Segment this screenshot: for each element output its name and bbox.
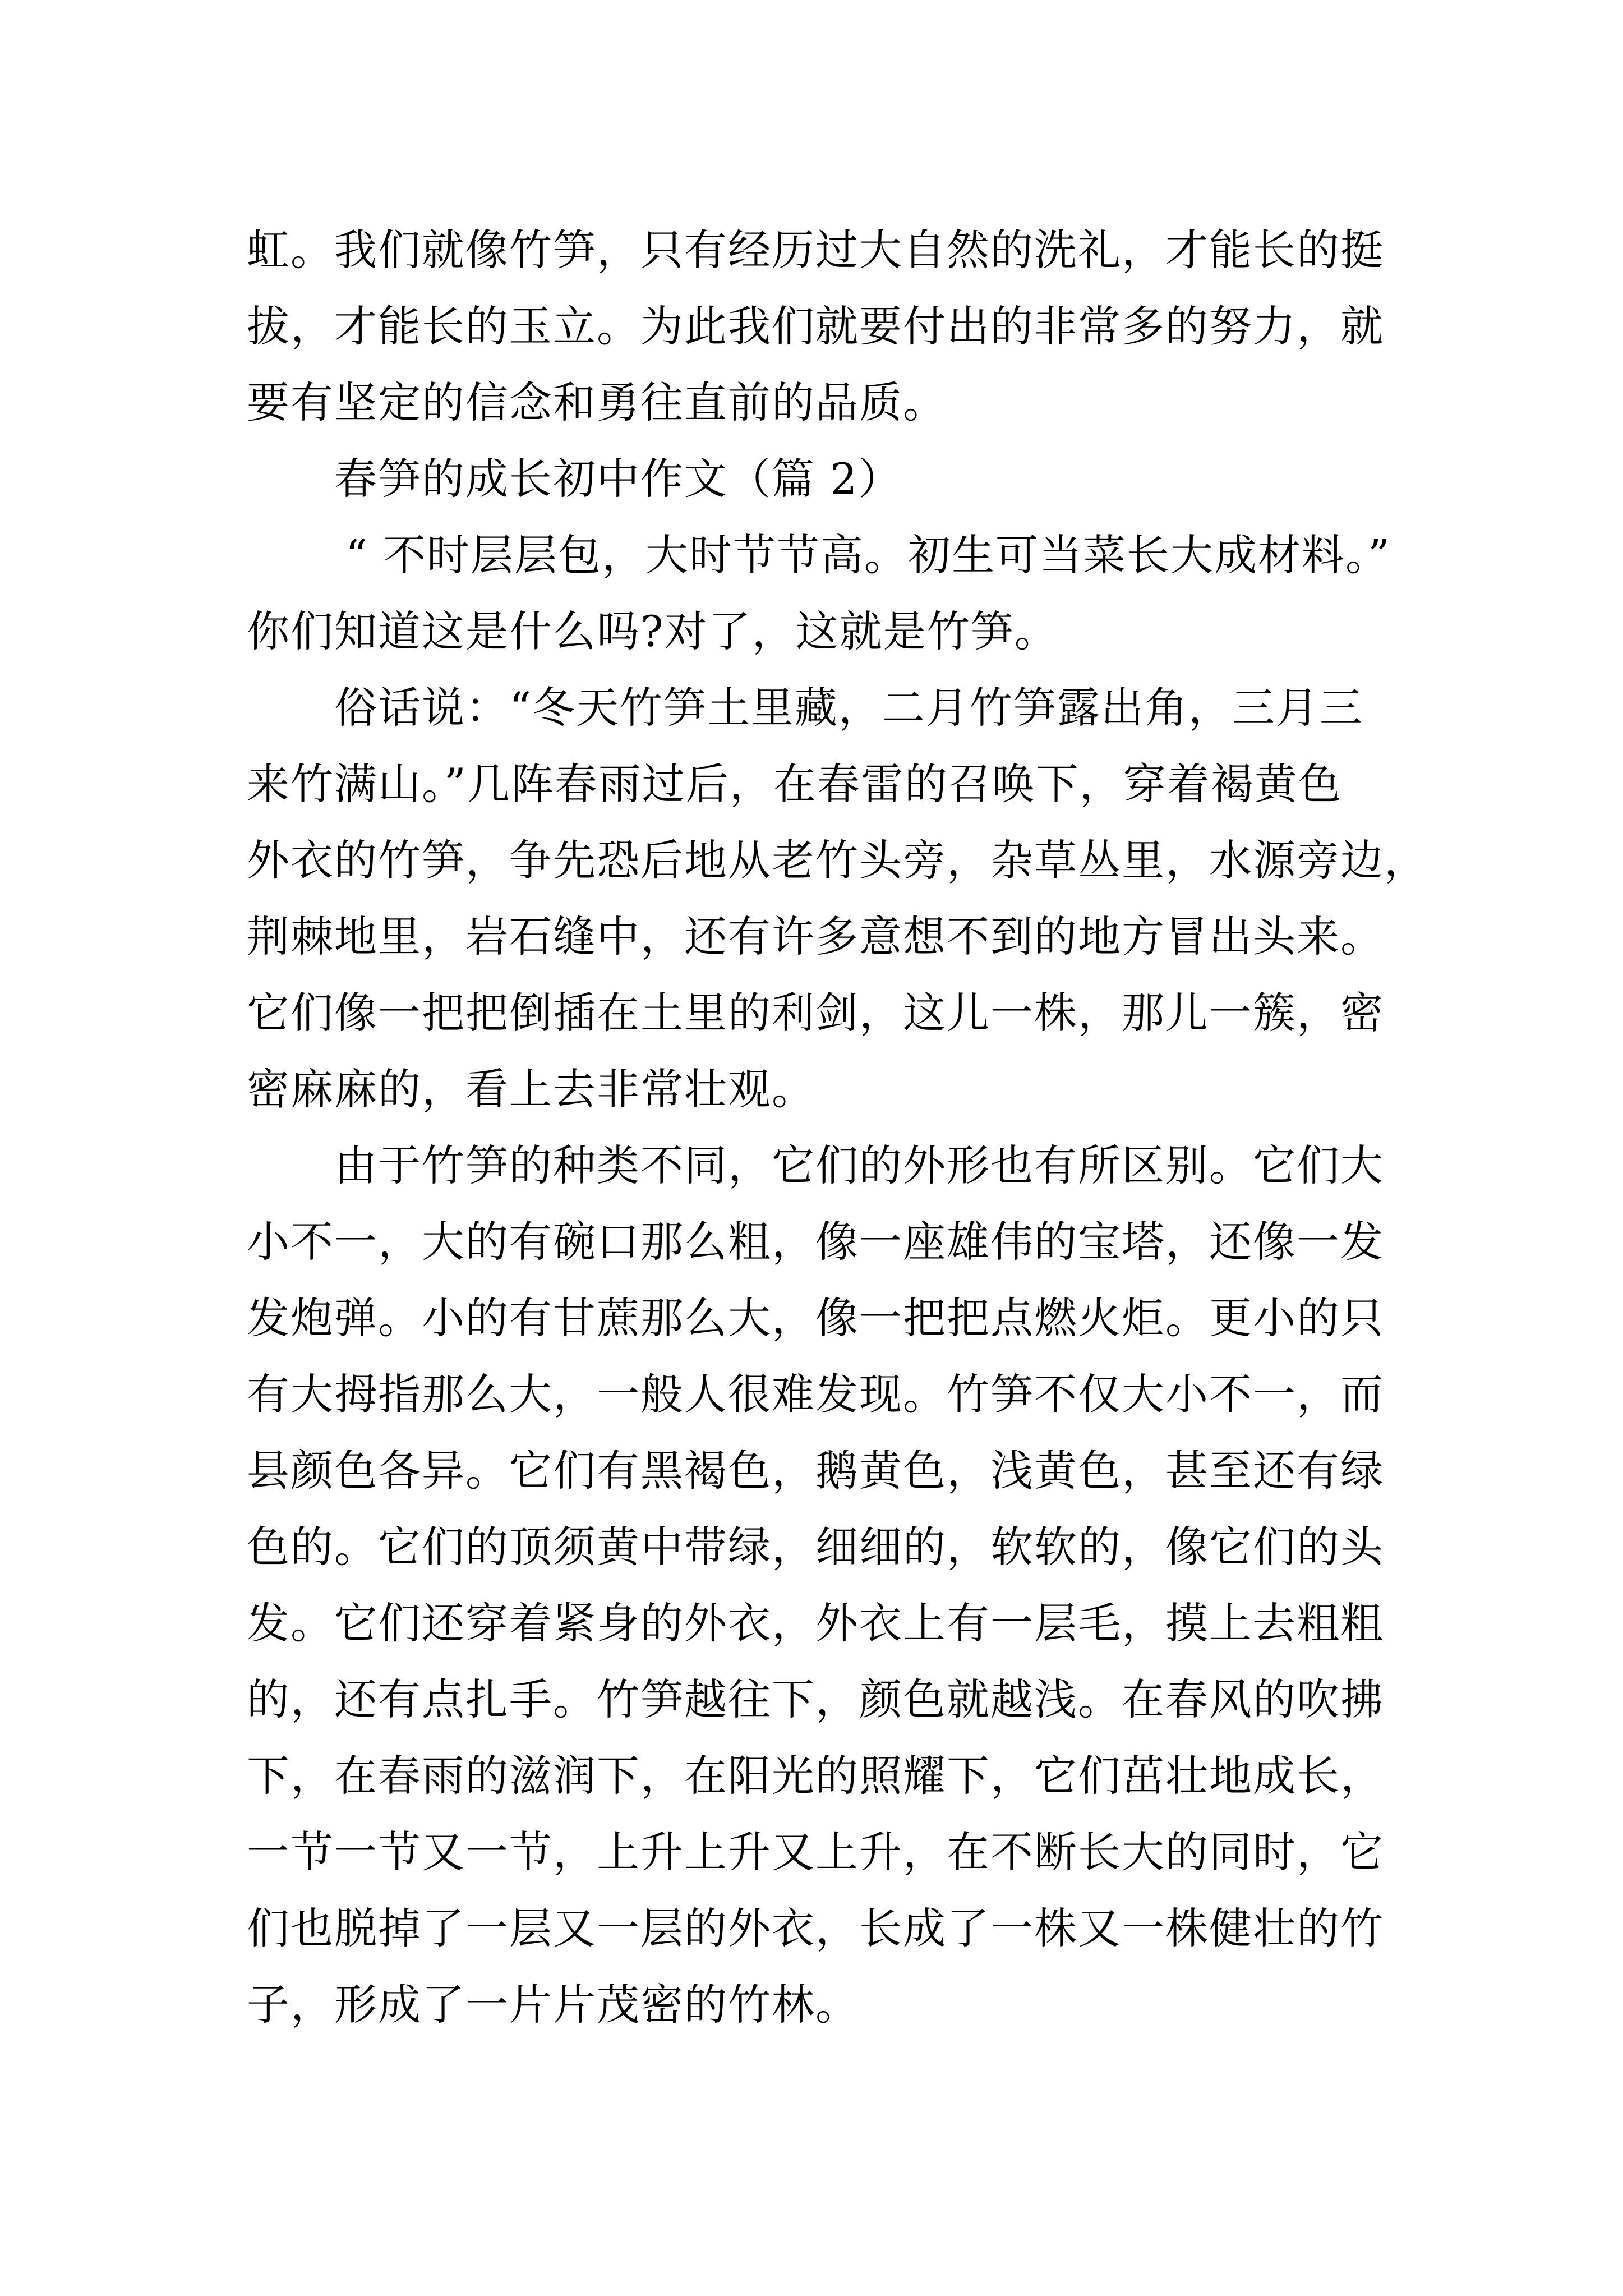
- paragraph-line: 发。它们还穿着紧身的外衣，外衣上有一层毛，摸上去粗粗: [247, 1598, 1384, 1648]
- paragraph-line: 密麻麻的，看上去非常壮观。: [247, 1064, 815, 1114]
- paragraph-line: 拔，才能长的玉立。为此我们就要付出的非常多的努力，就: [247, 301, 1384, 351]
- paragraph-line: 的，还有点扎手。竹笋越往下，颜色就越浅。在春风的吹拂: [247, 1674, 1384, 1724]
- section-heading: 春笋的成长初中作文（篇 2）: [334, 454, 902, 504]
- paragraph-line: 来竹满山。”几阵春雨过后，在春雷的召唤下，穿着褐黄色: [247, 759, 1342, 809]
- paragraph-line: 由于竹笋的种类不同，它们的外形也有所区别。它们大: [334, 1140, 1384, 1190]
- paragraph-line: 荆棘地里，岩石缝中，还有许多意想不到的地方冒出头来。: [247, 912, 1384, 961]
- body-text: [247, 212, 1428, 2043]
- paragraph-line: 发炮弹。小的有甘蔗那么大，像一把把点燃火炬。更小的只: [247, 1293, 1384, 1343]
- paragraph-line: 俗话说：“冬天竹笋土里藏，二月竹笋露出角，三月三: [334, 683, 1363, 733]
- paragraph-line: 有大拇指那么大，一般人很难发现。竹笋不仅大小不一，而: [247, 1369, 1384, 1419]
- paragraph-line: “ 不时层层包，大时节节高。初生可当菜长大成材料。”: [345, 530, 1391, 580]
- paragraph-line: 色的。它们的顶须黄中带绿，细细的，软软的，像它们的头: [247, 1522, 1384, 1572]
- paragraph-line: 下，在春雨的滋润下，在阳光的照耀下，它们茁壮地成长，: [247, 1751, 1384, 1801]
- paragraph-line: 小不一，大的有碗口那么粗，像一座雄伟的宝塔，还像一发: [247, 1217, 1384, 1267]
- paragraph-line: 县颜色各异。它们有黑褐色，鹅黄色，浅黄色，甚至还有绿: [247, 1446, 1384, 1496]
- paragraph-line: 们也脱掉了一层又一层的外衣，长成了一株又一株健壮的竹: [247, 1903, 1384, 1953]
- paragraph-line: 要有坚定的信念和勇往直前的品质。: [247, 378, 947, 427]
- paragraph-line: 一节一节又一节，上升上升又上升，在不断长大的同时，它: [247, 1827, 1384, 1877]
- paragraph-line: 子，形成了一片片茂密的竹林。: [247, 1980, 859, 2030]
- paragraph-line: 虹。我们就像竹笋，只有经历过大自然的洗礼，才能长的挺: [247, 225, 1384, 275]
- paragraph-line: 外衣的竹笋，争先恐后地从老竹头旁，杂草丛里，水源旁边，: [247, 835, 1428, 885]
- paragraph-line: 它们像一把把倒插在土里的利剑，这儿一株，那儿一簇，密: [247, 988, 1384, 1038]
- paragraph-line: 你们知道这是什么吗?对了，这就是竹笋。: [247, 606, 1058, 656]
